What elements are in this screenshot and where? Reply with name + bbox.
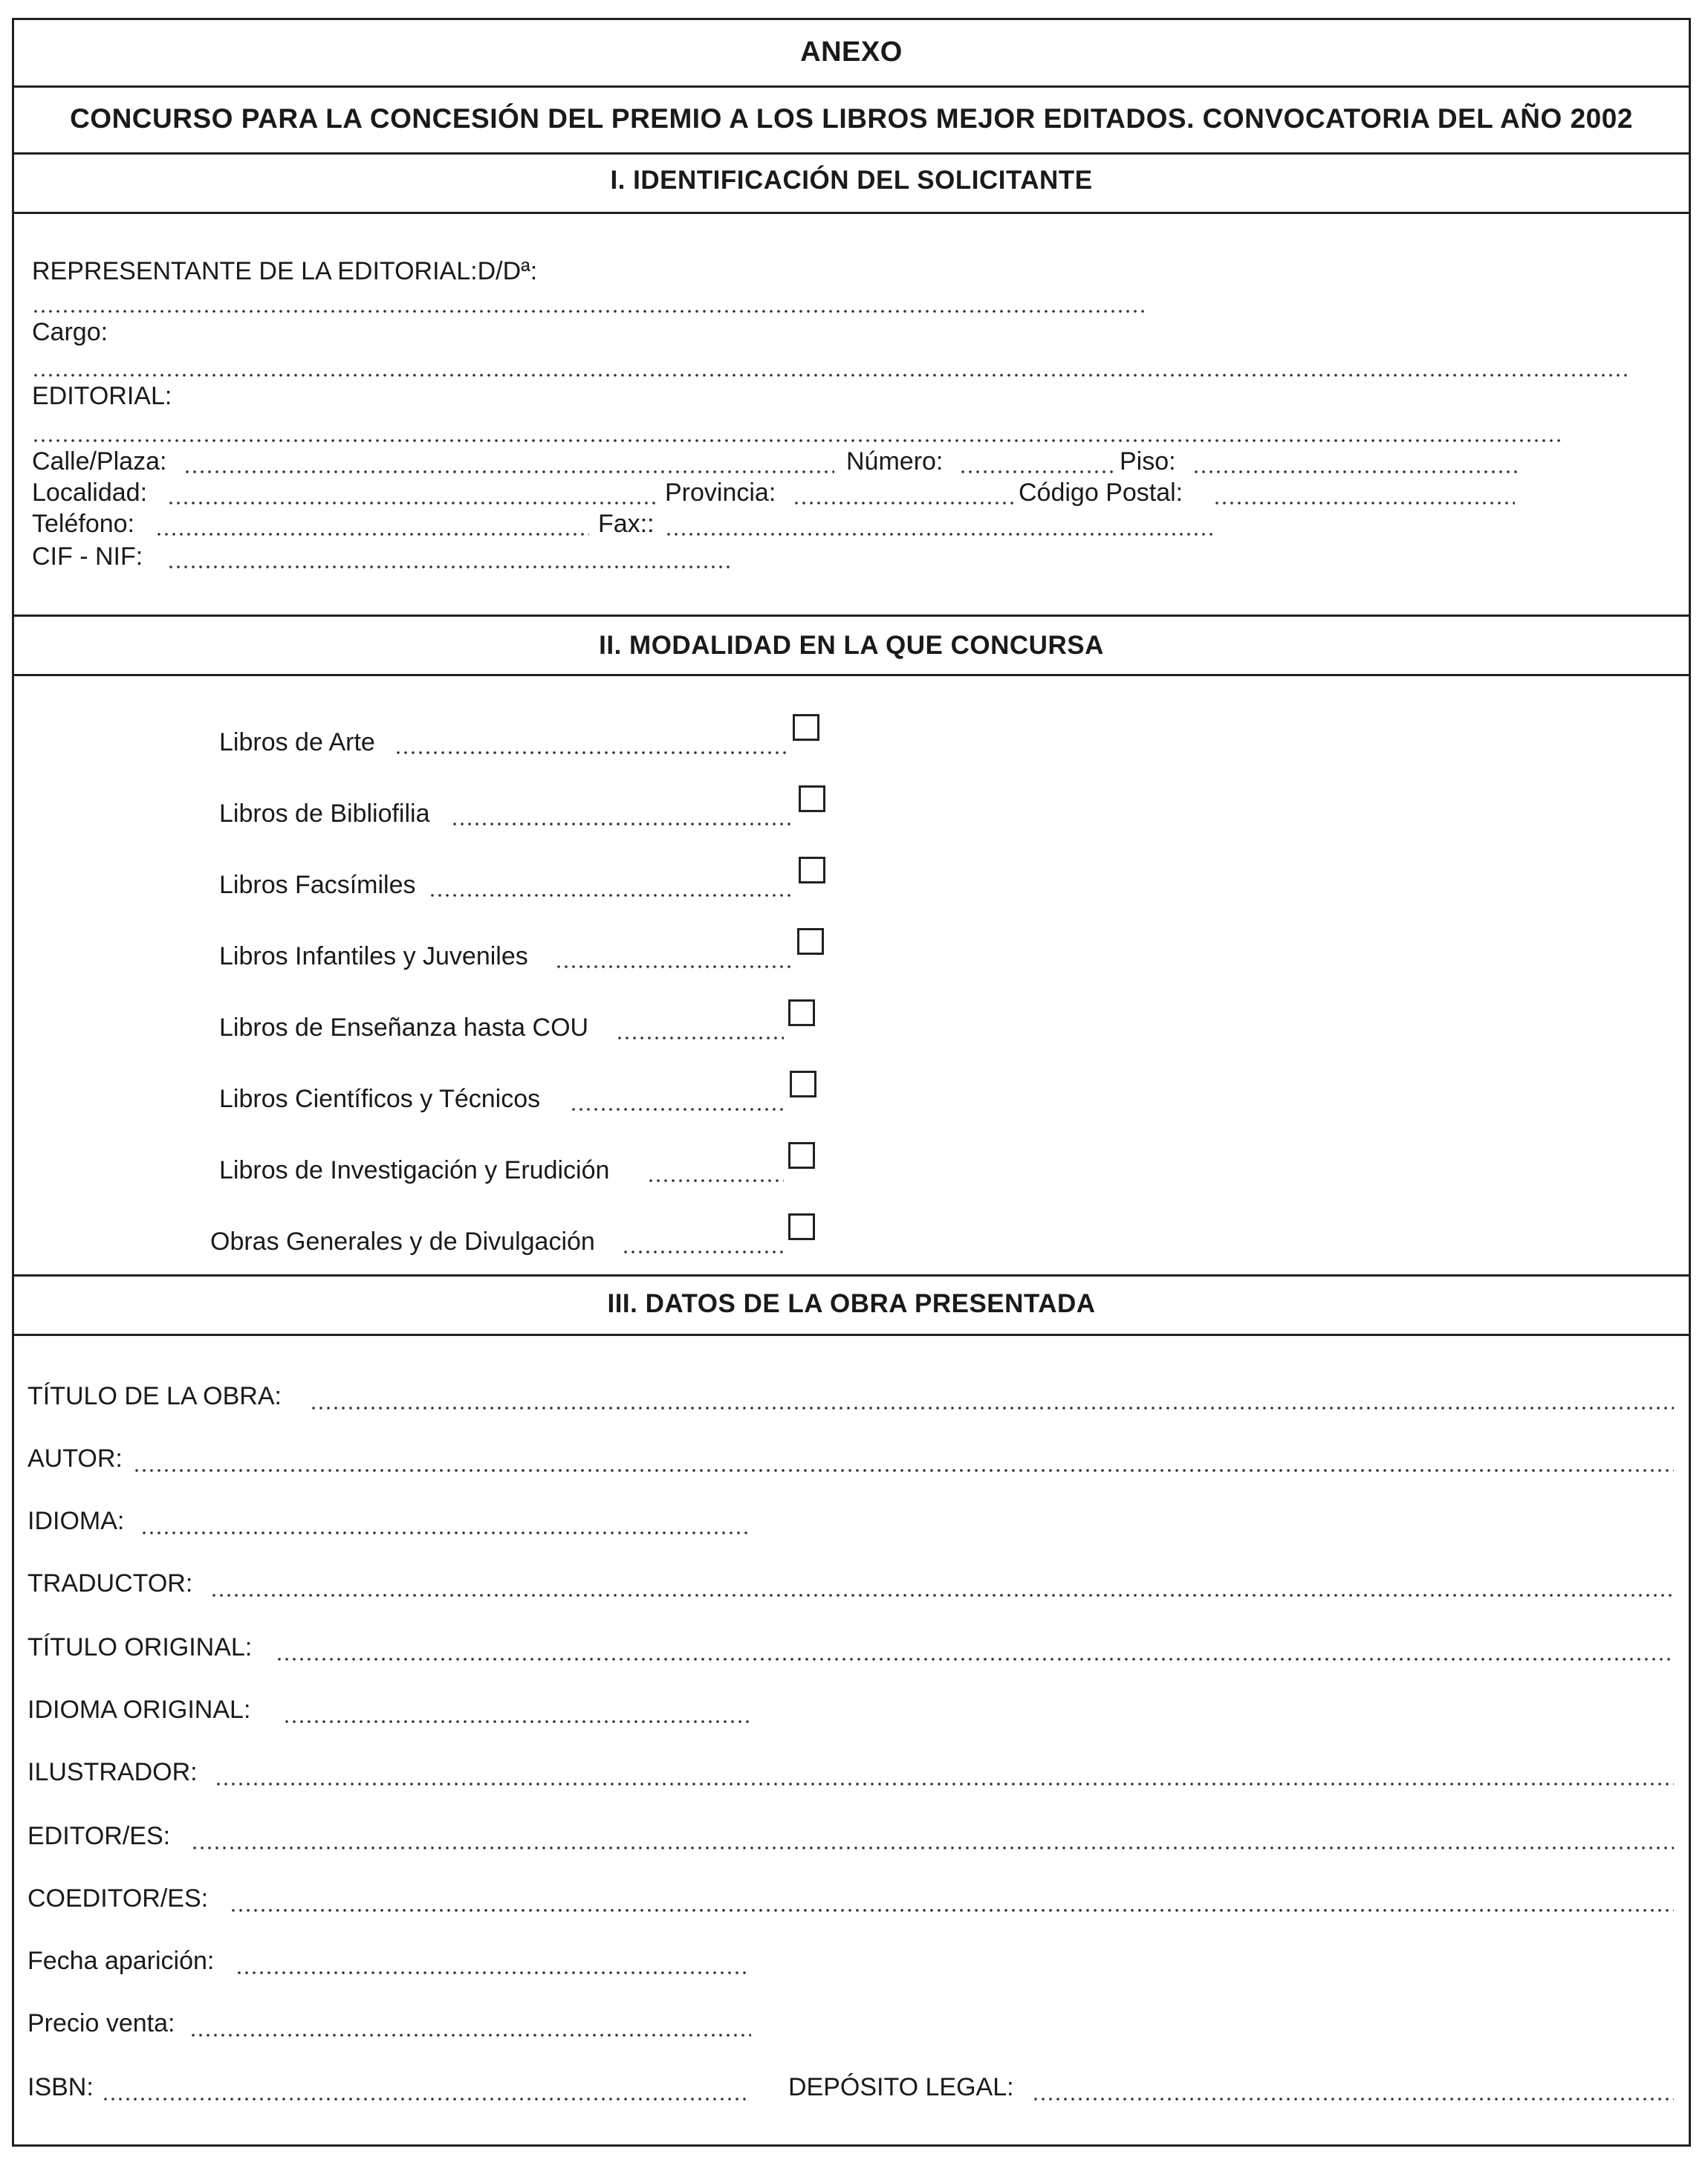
section-3-heading: III. DATOS DE LA OBRA PRESENTADA: [607, 1289, 1096, 1318]
option-label: Libros de Bibliofilia: [219, 800, 430, 828]
numero-field[interactable]: [959, 469, 1114, 475]
isbn-label: ISBN:: [27, 2073, 94, 2101]
form-frame: [12, 18, 1691, 2147]
option-leader-dots: [451, 821, 793, 827]
titulo-label: TÍTULO DE LA OBRA:: [27, 1382, 282, 1410]
option-label: Libros Facsímiles: [219, 871, 416, 899]
autor-field[interactable]: [133, 1468, 1674, 1473]
deposito-legal-label: DEPÓSITO LEGAL:: [788, 2073, 1014, 2101]
checkbox-libros-cientificos-tecnicos[interactable]: [790, 1071, 816, 1097]
option-leader-dots: [555, 964, 791, 970]
coeditores-label: COEDITOR/ES:: [27, 1884, 209, 1913]
representative-label: REPRESENTANTE DE LA EDITORIAL:D/Dª:: [32, 257, 538, 285]
localidad-field[interactable]: [167, 500, 657, 506]
option-label: Obras Generales y de Divulgación: [210, 1228, 595, 1256]
idioma-original-field[interactable]: [283, 1719, 750, 1725]
checkbox-libros-ensenanza-cou[interactable]: [788, 999, 815, 1026]
divider: [14, 1274, 1689, 1277]
checkbox-libros-bibliofilia[interactable]: [799, 785, 825, 812]
checkbox-libros-infantiles-juveniles[interactable]: [797, 928, 824, 955]
calle-field[interactable]: [184, 469, 834, 475]
divider: [14, 674, 1689, 676]
contest-title: CONCURSO PARA LA CONCESIÓN DEL PREMIO A LOS LIBROS MEJOR EDITADOS. CONVOCATORIA DEL AÑO 2002: [70, 103, 1633, 134]
codigo-postal-label: Código Postal:: [1019, 479, 1183, 507]
fecha-aparicion-field[interactable]: [236, 1970, 750, 1976]
fax-field[interactable]: [665, 531, 1216, 537]
option-label: Libros de Investigación y Erudición: [219, 1156, 610, 1184]
option-leader-dots: [647, 1178, 784, 1184]
provincia-field[interactable]: [793, 500, 1016, 506]
divider: [14, 614, 1689, 617]
cargo-field[interactable]: [32, 372, 1629, 378]
codigo-postal-field[interactable]: [1213, 500, 1515, 506]
fax-label: Fax::: [598, 510, 655, 538]
option-label: Libros de Enseñanza hasta COU: [219, 1014, 589, 1042]
divider: [14, 152, 1689, 155]
piso-field[interactable]: [1192, 469, 1519, 475]
telefono-label: Teléfono:: [32, 510, 134, 538]
option-leader-dots: [622, 1249, 784, 1255]
ilustrador-field[interactable]: [215, 1781, 1674, 1787]
annex-title: ANEXO: [800, 36, 903, 68]
section-1-heading: I. IDENTIFICACIÓN DEL SOLICITANTE: [610, 166, 1093, 195]
precio-venta-label: Precio venta:: [27, 2009, 175, 2037]
calle-label: Calle/Plaza:: [32, 447, 167, 476]
checkbox-libros-arte[interactable]: [793, 714, 819, 741]
coeditores-field[interactable]: [230, 1907, 1674, 1913]
titulo-field[interactable]: [310, 1405, 1674, 1411]
editorial-label: EDITORIAL:: [32, 382, 172, 410]
divider: [14, 85, 1689, 88]
checkbox-obras-generales-divulgacion[interactable]: [788, 1213, 815, 1240]
option-leader-dots: [616, 1035, 784, 1041]
numero-label: Número:: [846, 447, 944, 476]
editores-field[interactable]: [191, 1845, 1674, 1851]
cargo-label: Cargo:: [32, 318, 108, 346]
option-leader-dots: [570, 1106, 785, 1112]
provincia-label: Provincia:: [665, 479, 776, 507]
idioma-original-label: IDIOMA ORIGINAL:: [27, 1696, 251, 1724]
traductor-label: TRADUCTOR:: [27, 1569, 193, 1598]
idioma-field[interactable]: [140, 1530, 750, 1536]
ilustrador-label: ILUSTRADOR:: [27, 1758, 198, 1786]
deposito-legal-field[interactable]: [1032, 2096, 1674, 2102]
editores-label: EDITOR/ES:: [27, 1822, 171, 1850]
fecha-aparicion-label: Fecha aparición:: [27, 1947, 215, 1975]
section-2-heading: II. MODALIDAD EN LA QUE CONCURSA: [599, 631, 1104, 660]
cif-nif-field[interactable]: [167, 564, 732, 570]
autor-label: AUTOR:: [27, 1444, 123, 1473]
editorial-field[interactable]: [32, 438, 1562, 444]
localidad-label: Localidad:: [32, 479, 148, 507]
telefono-field[interactable]: [155, 531, 589, 537]
representative-field[interactable]: [32, 308, 1146, 314]
divider: [14, 212, 1689, 214]
cif-nif-label: CIF - NIF:: [32, 542, 143, 571]
checkbox-libros-investigacion-erudicion[interactable]: [788, 1142, 815, 1169]
titulo-original-field[interactable]: [276, 1656, 1674, 1662]
option-leader-dots: [429, 892, 793, 898]
checkbox-libros-facsimiles[interactable]: [799, 857, 825, 883]
option-label: Libros de Arte: [219, 728, 375, 756]
option-leader-dots: [394, 750, 788, 756]
option-label: Libros Infantiles y Juveniles: [219, 942, 528, 970]
divider: [14, 1334, 1689, 1336]
precio-venta-field[interactable]: [189, 2032, 751, 2038]
piso-label: Piso:: [1120, 447, 1176, 476]
option-label: Libros Científicos y Técnicos: [219, 1085, 541, 1113]
titulo-original-label: TÍTULO ORIGINAL:: [27, 1633, 253, 1661]
isbn-field[interactable]: [102, 2096, 750, 2102]
traductor-field[interactable]: [210, 1592, 1674, 1598]
idioma-label: IDIOMA:: [27, 1507, 125, 1535]
